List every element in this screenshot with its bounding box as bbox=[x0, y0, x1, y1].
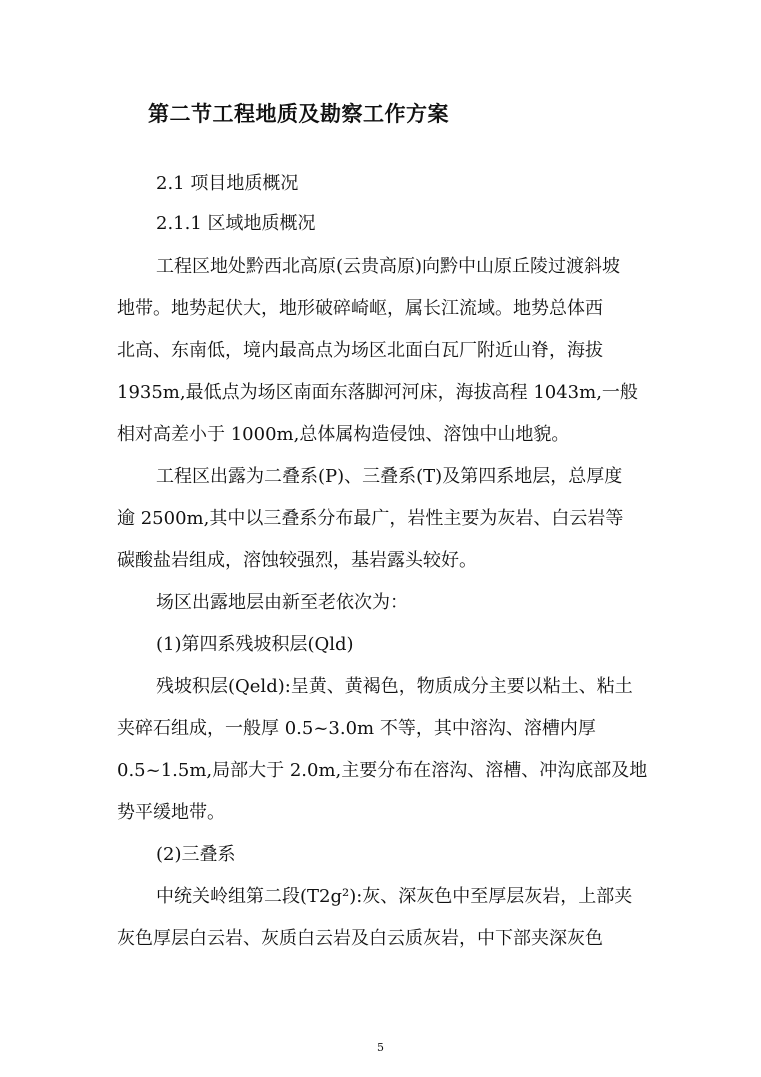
paragraph-line: 残坡积层(Qeld):呈黄、黄褐色，物质成分主要以粘土、粘土 bbox=[156, 676, 633, 697]
subsection-title: 2.1 项目地质概况 bbox=[156, 173, 299, 194]
paragraph-line: 灰色厚层白云岩、灰质白云岩及白云质灰岩，中下部夹深灰色 bbox=[117, 928, 603, 949]
paragraph-line: 夹碎石组成，一般厚 0.5~3.0m 不等，其中溶沟、溶槽内厚 bbox=[117, 718, 596, 739]
paragraph-line: 北高、东南低，境内最高点为场区北面白瓦厂附近山脊，海拔 bbox=[117, 340, 603, 361]
list-item-title: (1)第四系残坡积层(Qld) bbox=[156, 634, 354, 655]
page-number: 5 bbox=[377, 1041, 384, 1054]
paragraph-line: 逾 2500m,其中以三叠系分布最广，岩性主要为灰岩、白云岩等 bbox=[117, 508, 624, 529]
paragraph-line: 中统关岭组第二段(T2g²):灰、深灰色中至厚层灰岩，上部夹 bbox=[156, 886, 633, 907]
paragraph-line: 0.5~1.5m,局部大于 2.0m,主要分布在溶沟、溶槽、冲沟底部及地 bbox=[117, 760, 648, 781]
list-item-title: (2)三叠系 bbox=[156, 844, 236, 865]
paragraph-line: 势平缓地带。 bbox=[117, 802, 225, 823]
subsection-title: 2.1.1 区域地质概况 bbox=[156, 213, 316, 234]
section-heading: 第二节工程地质及勘察工作方案 bbox=[148, 101, 449, 126]
paragraph-line: 地带。地势起伏大，地形破碎崎岖，属长江流域。地势总体西 bbox=[117, 298, 603, 319]
paragraph-line: 1935m,最低点为场区南面东落脚河河床，海拔高程 1043m,一般 bbox=[117, 382, 638, 403]
paragraph-line: 场区出露地层由新至老依次为： bbox=[156, 592, 408, 613]
paragraph-line: 工程区出露为二叠系(P)、三叠系(T)及第四系地层，总厚度 bbox=[156, 466, 623, 487]
paragraph-line: 工程区地处黔西北高原(云贵高原)向黔中山原丘陵过渡斜坡 bbox=[156, 256, 621, 277]
paragraph-line: 相对高差小于 1000m,总体属构造侵蚀、溶蚀中山地貌。 bbox=[117, 424, 570, 445]
paragraph-line: 碳酸盐岩组成，溶蚀较强烈，基岩露头较好。 bbox=[117, 550, 477, 571]
